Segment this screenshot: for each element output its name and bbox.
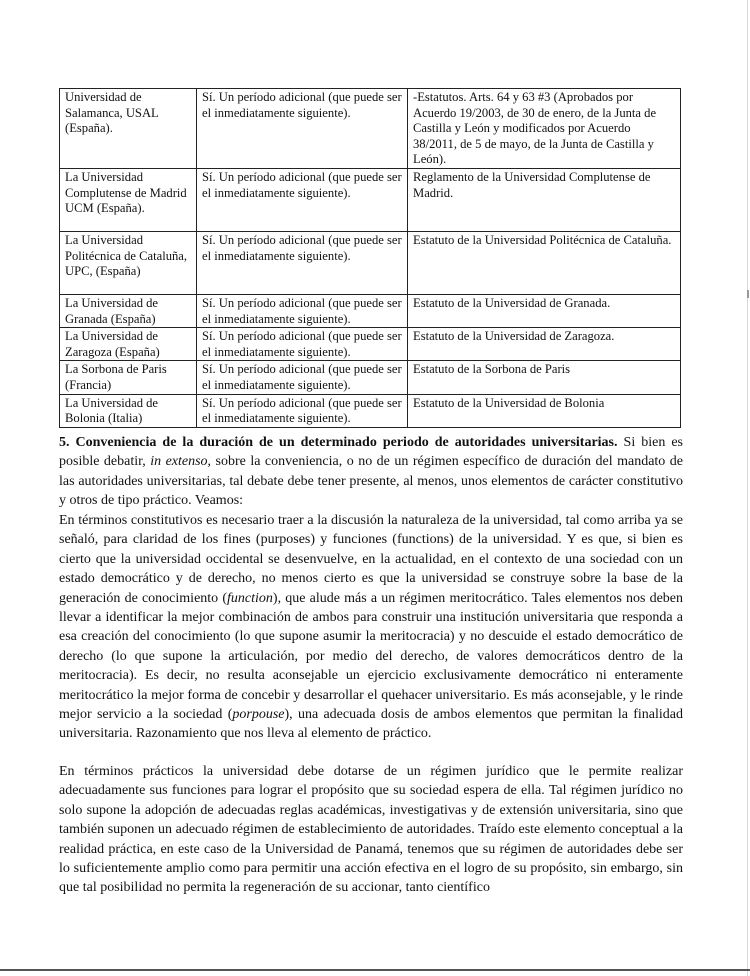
- reelection-cell: Sí. Un período adicional (que puede ser el inmediatamente siguiente).: [197, 394, 408, 427]
- section-5-intro-emphasis: in extenso: [150, 454, 208, 470]
- bottom-rule: [0, 969, 750, 971]
- universities-reelection-table: [59, 88, 681, 428]
- source-cell: Estatuto de la Universidad de Bolonia: [408, 394, 681, 427]
- university-cell: La Sorbona de Paris (Francia): [60, 361, 197, 394]
- source-cell: Estatuto de la Universidad de Granada.: [408, 295, 681, 328]
- university-cell: Universidad de Salamanca, USAL (España).: [60, 89, 197, 169]
- university-cell: La Universidad de Granada (España): [60, 295, 197, 328]
- reelection-cell: Sí. Un período adicional (que puede ser el inmediatamente siguiente).: [197, 89, 408, 169]
- source-cell: Estatuto de la Universidad Politécnica de Cataluña.: [408, 232, 681, 295]
- constitutive-emphasis-purpose: porpouse: [232, 707, 285, 723]
- table-row: [60, 232, 681, 295]
- section-5-paragraph: [59, 433, 683, 511]
- reelection-cell: Sí. Un período adicional (que puede ser el inmediatamente siguiente).: [197, 361, 408, 394]
- constitutive-text: En términos constitutivos es necesario traer a la discusión la naturaleza de la universidad, tal como arriba ya se señaló, para claridad de los fines (purposes) y funciones (functions) de la universidad. Y es que, si bien es cierto que la universidad occidental se desenvuelve, en la actualidad, en el contexto de una sociedad con un estado democrático y de derecho, no menos cierto es que la universidad se construye sobre la base de la generación de conocimiento (: [59, 513, 683, 606]
- table-row: [60, 295, 681, 328]
- scan-edge-mark: [747, 290, 749, 298]
- table-row: [60, 361, 681, 394]
- reelection-cell: Sí. Un período adicional (que puede ser el inmediatamente siguiente).: [197, 232, 408, 295]
- table-row: [60, 328, 681, 361]
- table-row: [60, 89, 681, 169]
- constitutive-paragraph: [59, 511, 683, 744]
- source-cell: Estatuto de la Universidad de Zaragoza.: [408, 328, 681, 361]
- practical-paragraph: En términos prácticos la universidad debe dotarse de un régimen jurídico que le permite realizar adecuadamente sus funciones para lograr el propósito que su sociedad espera de ella. Tal régimen jurídico no solo supone la adopción de adecuadas reglas académicas, investigativas y de extensión universitaria, sino que también suponen un adecuado régimen de establecimiento de autoridades. Traído este elemento conceptual a la realidad práctica, en este caso de la Universidad de Panamá, tenemos que su régimen de autoridades debe ser lo suficientemente amplio como para permitir una acción efectiva en el logro de su propósito, sin embargo, sin que tal posibilidad no permita la regeneración de su accionar, tanto científico: [59, 764, 683, 896]
- section-5-heading: 5. Conveniencia de la duración de un determinado periodo de autoridades universitarias.: [59, 435, 618, 450]
- source-cell: Reglamento de la Universidad Complutense de Madrid.: [408, 169, 681, 232]
- university-cell: La Universidad de Bolonia (Italia): [60, 394, 197, 427]
- table-row: [60, 169, 681, 232]
- source-cell: Estatuto de la Sorbona de Paris: [408, 361, 681, 394]
- table-row: [60, 394, 681, 427]
- reelection-cell: Sí. Un período adicional (que puede ser el inmediatamente siguiente).: [197, 295, 408, 328]
- university-cell: La Universidad Politécnica de Cataluña, UPC, (España): [60, 232, 197, 295]
- university-cell: La Universidad Complutense de Madrid UCM (España).: [60, 169, 197, 232]
- section-5-intro-rest: , sobre la conveniencia, o no de un régimen específico de duración del mandato de las autoridades universitarias, tal debate debe tener presente, al menos, unos elementos de carácter constitutivo y otros de tipo práctico. Veamos:: [59, 454, 683, 509]
- reelection-cell: Sí. Un período adicional (que puede ser el inmediatamente siguiente).: [197, 328, 408, 361]
- section-5-intro: Si bien es posible debatir,: [59, 435, 683, 470]
- source-cell: -Estatutos. Arts. 64 y 63 #3 (Aprobados por Acuerdo 19/2003, de 30 de enero, de la Junta de Castilla y León y modificados por Acuerdo 38/2011, de 5 de mayo, de la Junta de Castilla y León).: [408, 89, 681, 169]
- reelection-cell: Sí. Un período adicional (que puede ser el inmediatamente siguiente).: [197, 169, 408, 232]
- university-cell: La Universidad de Zaragoza (España): [60, 328, 197, 361]
- constitutive-text-end: ), una adecuada dosis de ambos elementos que permitan la finalidad universitaria. Razonamiento que nos lleva al elemento de práctico.: [59, 707, 684, 742]
- scan-edge-line: [747, 0, 748, 976]
- constitutive-emphasis-function: function: [227, 590, 273, 606]
- constitutive-text-cont: ), que alude más a un régimen meritocrático. Tales elementos nos deben llevar a identificar la mejor combinación de ambos para construir una institución universitaria que responda a esa creación del conocimiento (lo que supone asumir la meritocracia) y no descuide el estado democrático de derecho (lo que supone la articulación, por medio del derecho, de valores democráticos dentro de la meritocracia). Es decir, no resulta aconsejable un ejercicio exclusivamente democrático ni enteramente meritocrático la mejor forma de concebir y desarrollar el quehacer universitario. Es más aconsejable, y le rinde mejor servicio a la sociedad (: [59, 590, 683, 723]
